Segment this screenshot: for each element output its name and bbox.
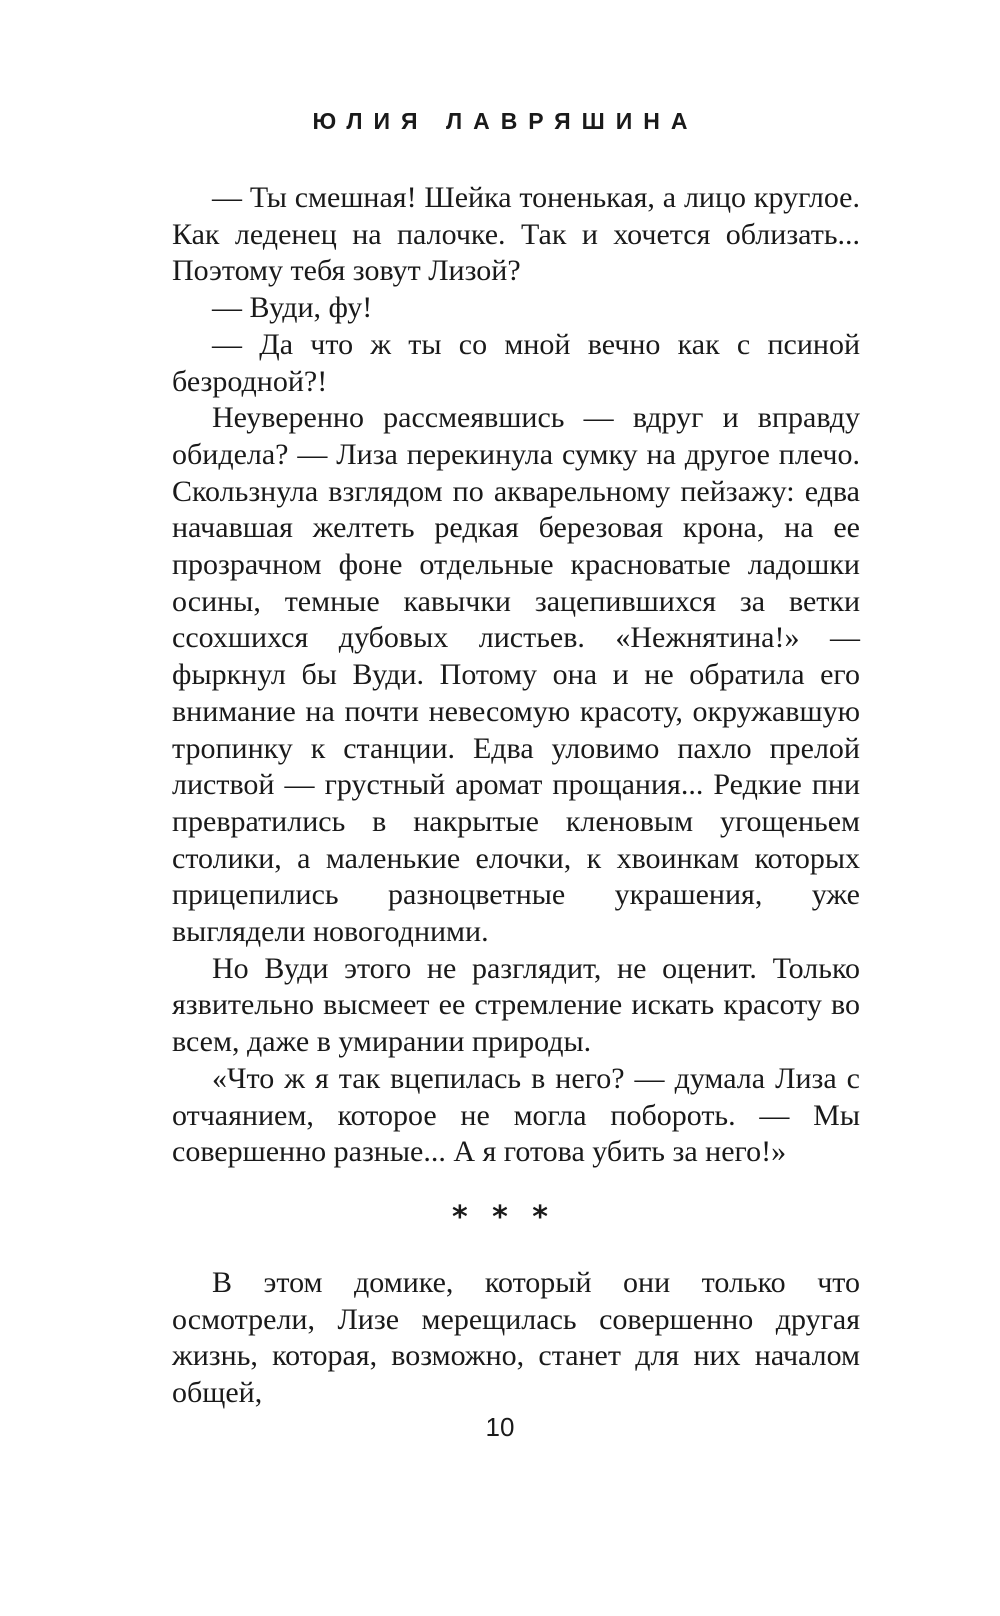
body-text-after-break: [172, 1265, 860, 1412]
paragraph: В этом домике, который они только что осмотрели, Лизе мерещилась совершенно другая жизнь, которая, возможно, станет для них началом общей,: [172, 1266, 860, 1410]
paragraph: Но Вуди этого не разглядит, не оценит. Только язвительно высмеет ее стремление искать красоту во всем, даже в умирании природы.: [172, 951, 860, 1059]
page-number: 10: [485, 1412, 515, 1442]
body-text-before-break: [172, 180, 860, 1171]
paragraph: Неуверенно рассмеявшись — вдруг и вправду обидела? — Лиза перекинула сумку на другое плечо. Скользнула взглядом по акварельному пейзажу: едва начавшая желтеть редкая березовая крона, на ее прозрачном фоне отдельные красноватые ладошки осины, темные кавычки зацепившихся за ветки ссохшихся дубовых листьев. «Нежнятина!» — фыркнул бы Вуди. Потому она и не обратила его внимание на почти невесомую красоту, окружавшую тропинку к станции. Едва уловимо пахло прелой листвой — грустный аромат прощания... Редкие пни превратились в накрытые кленовым угощеньем столики, а маленькие елочки, к хвоинкам которых прицепились разноцветные украшения, уже выглядели новогодними.: [172, 401, 860, 949]
paragraph: — Да что ж ты со мной вечно как с псиной безродной?!: [172, 327, 860, 398]
paragraph: — Ты смешная! Шейка тоненькая, а лицо круглое. Как леденец на палочке. Так и хочется облизать... Поэтому тебя зовут Лизой?: [172, 181, 860, 288]
paragraph: — Вуди, фу!: [212, 291, 373, 325]
running-head: ЮЛИЯ ЛАВРЯШИНА: [312, 108, 699, 134]
paragraph: «Что ж я так вцепилась в него? — думала Лиза с отчаянием, которое не могла побороть. — Мы совершенно разные... А я готова убить за него!»: [172, 1061, 860, 1169]
scene-break: * * *: [452, 1200, 548, 1235]
